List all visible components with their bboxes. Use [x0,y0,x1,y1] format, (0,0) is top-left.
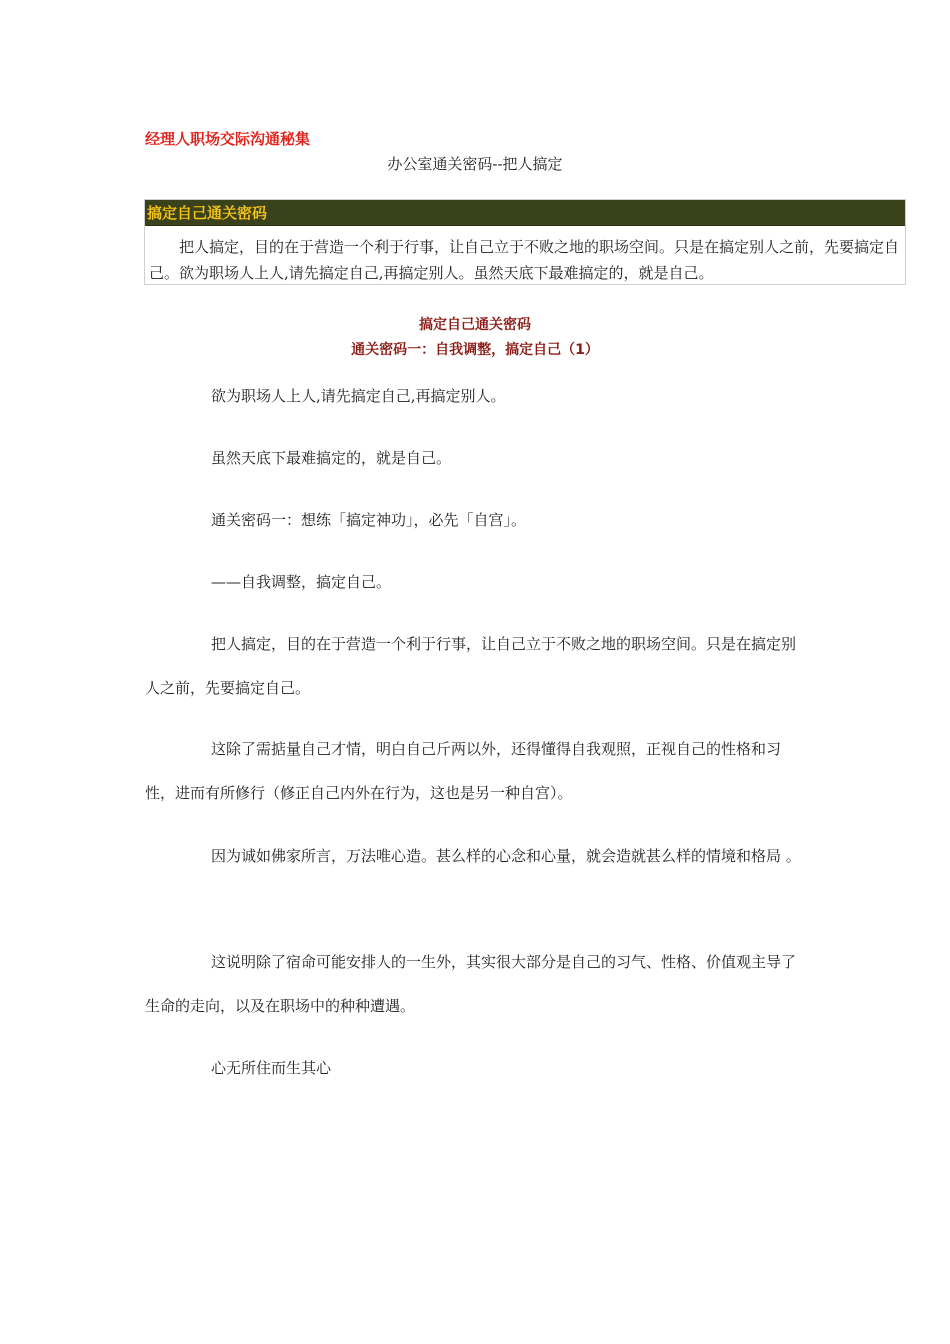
paragraph: 因为诚如佛家所言，万法唯心造。甚么样的心念和心量，就会造就甚么样的情境和格局 。 [211,847,801,865]
summary-panel-body: 把人搞定，目的在于营造一个利于行事，让自己立于不败之地的职场空间。只是在搞定别人之前，先要搞定自己。欲为职场人上人,请先搞定自己,再搞定别人。虽然天底下最难搞定的，就是自己。 [149,238,900,282]
section-subheading: 通关密码一：自我调整，搞定自己（1） [351,342,599,358]
document-subtitle: 办公室通关密码--把人搞定 [387,155,563,173]
section-heading: 搞定自己通关密码 [419,317,531,333]
paragraph: 通关密码一：想练「搞定神功」，必先「自宫」。 [211,511,527,529]
document-title: 经理人职场交际沟通秘集 [145,130,311,148]
paragraph: 这除了需掂量自己才情，明白自己斤两以外，还得懂得自我观照，正视自己的性格和习性，进而有所修行（修正自己内外在行为，这也是另一种自宫）。 [145,740,782,802]
summary-panel-title: 搞定自己通关密码 [147,204,268,222]
paragraph: 把人搞定，目的在于营造一个利于行事，让自己立于不败之地的职场空间。只是在搞定别人之前，先要搞定自己。 [145,635,797,697]
paragraph: 这说明除了宿命可能安排人的一生外，其实很大部分是自己的习气、性格、价值观主导了生命的走向，以及在职场中的种种遭遇。 [145,953,797,1015]
summary-panel [144,199,906,285]
summary-panel-header [145,200,905,226]
paragraph: 虽然天底下最难搞定的，就是自己。 [211,449,452,467]
paragraph: 欲为职场人上人,请先搞定自己,再搞定别人。 [211,387,506,405]
paragraph: ——自我调整，搞定自己。 [211,573,392,591]
paragraph: 心无所住而生其心 [211,1059,332,1077]
